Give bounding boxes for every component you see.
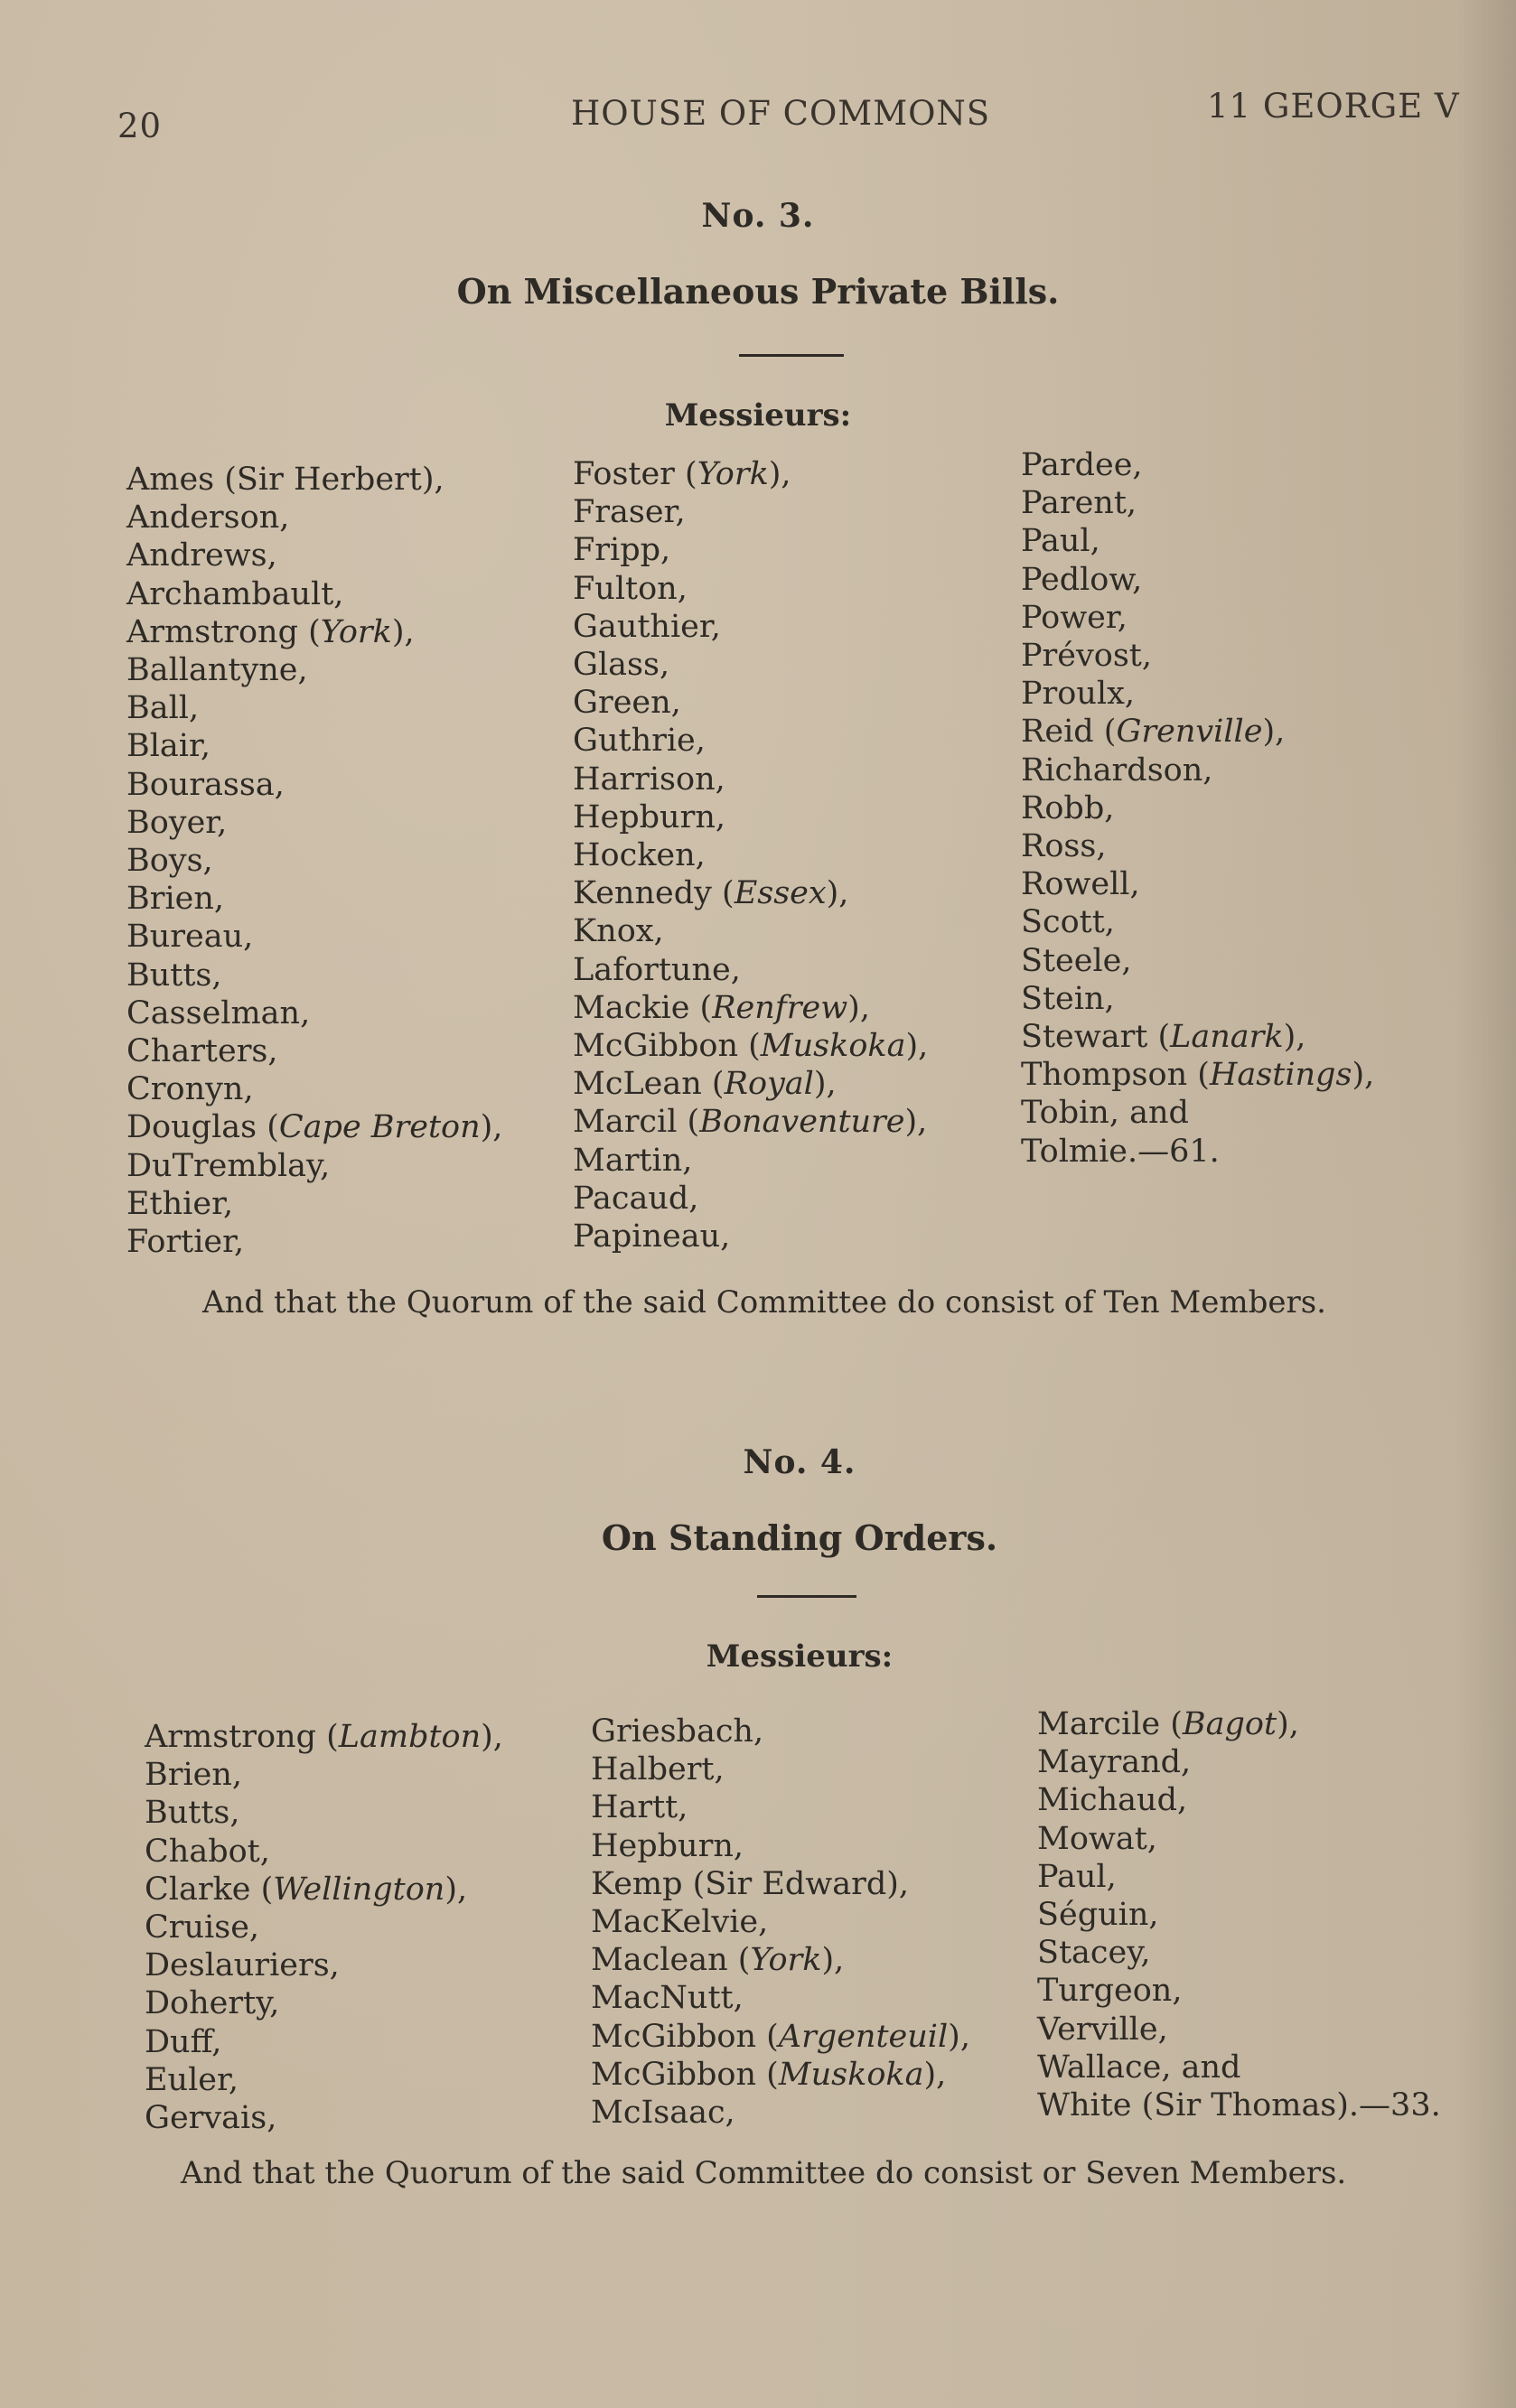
member-name: Thompson (Hastings), [1021, 1057, 1375, 1094]
member-name: Brien, [126, 881, 225, 918]
quorum-statement: And that the Quorum of the said Committee do consist of Ten Members. [202, 1284, 1326, 1321]
member-name: Tolmie.—61. [1021, 1133, 1220, 1170]
member-name: Bureau, [126, 919, 254, 956]
member-name: Armstrong (York), [126, 613, 415, 650]
member-name: White (Sir Thomas).—33. [1037, 2087, 1441, 2124]
member-name: McGibbon (Muskoka), [591, 2056, 947, 2093]
member-name: Turgeon, [1037, 1973, 1183, 2010]
member-name: Doherty, [145, 1985, 280, 2022]
member-name: DuTremblay, [126, 1147, 331, 1184]
member-name: Cruise, [145, 1909, 260, 1946]
member-name: Fraser, [573, 494, 686, 531]
member-name: Bourassa, [126, 766, 285, 803]
member-name: Mayrand, [1037, 1744, 1192, 1781]
member-name: Hepburn, [573, 798, 725, 835]
member-name: Pardee, [1021, 447, 1143, 483]
session-label: 11 GEORGE V [1207, 87, 1460, 126]
member-name: MacKelvie, [591, 1904, 769, 1941]
member-column-2 [591, 1713, 970, 2132]
member-name: Kemp (Sir Edward), [591, 1865, 910, 1902]
page-number: 20 [117, 107, 163, 145]
member-name: Verville, [1037, 2011, 1168, 2048]
member-name: Duff, [145, 2023, 222, 2060]
member-name: Blair, [126, 728, 211, 765]
member-name: Knox, [573, 913, 664, 950]
member-name: Marcile (Bagot), [1037, 1706, 1299, 1742]
member-name: Michaud, [1037, 1782, 1188, 1819]
member-name: Ethier, [126, 1185, 234, 1222]
member-name: Ross, [1021, 828, 1107, 865]
member-name: Paul, [1037, 1858, 1117, 1895]
member-column-1 [145, 1718, 503, 2137]
member-name: Proulx, [1021, 676, 1135, 713]
member-name: Paul, [1021, 523, 1100, 560]
member-name: Power, [1021, 599, 1128, 636]
member-name: Armstrong (Lambton), [145, 1719, 503, 1755]
member-name: Green, [573, 685, 681, 722]
quorum-statement: And that the Quorum of the said Committee do consist or Seven Members. [181, 2155, 1347, 2191]
member-name: Griesbach, [591, 1713, 764, 1750]
member-name: Charters, [126, 1033, 278, 1070]
member-name: Clarke (Wellington), [145, 1871, 468, 1908]
member-name: Steele, [1021, 942, 1132, 979]
member-name: Ball, [126, 690, 200, 727]
member-name: Stacey, [1037, 1935, 1151, 1972]
member-name: Pedlow, [1021, 561, 1143, 598]
member-name: Reid (Grenville), [1021, 714, 1286, 751]
member-name: Anderson, [126, 499, 290, 537]
member-name: Fortier, [126, 1224, 245, 1261]
member-name: Boys, [126, 843, 213, 880]
member-name: Guthrie, [573, 723, 706, 760]
member-name: Lafortune, [573, 951, 741, 988]
member-name: Hepburn, [591, 1827, 744, 1864]
member-name: Hocken, [573, 837, 706, 874]
member-column-1 [126, 461, 502, 1261]
member-name: Mackie (Renfrew), [573, 989, 870, 1026]
member-name: Hartt, [591, 1789, 688, 1826]
member-name: Tobin, and [1021, 1095, 1189, 1132]
member-name: Maclean (York), [591, 1942, 845, 1979]
divider-rule [757, 1595, 856, 1598]
messieurs-label: Messieurs: [664, 397, 852, 434]
member-name: Ballantyne, [126, 652, 308, 689]
member-name: Pacaud, [573, 1180, 699, 1217]
member-name: Robb, [1021, 789, 1115, 826]
running-title: HOUSE OF COMMONS [571, 94, 991, 133]
member-name: Kennedy (Essex), [573, 875, 849, 912]
member-name: McGibbon (Muskoka), [573, 1028, 929, 1065]
member-name: Fripp, [573, 532, 671, 569]
member-name: Chabot, [145, 1833, 270, 1870]
member-name: Prévost, [1021, 638, 1152, 675]
member-name: Andrews, [126, 537, 277, 574]
member-column-3 [1021, 446, 1374, 1171]
member-name: Rowell, [1021, 866, 1140, 903]
member-column-3 [1037, 1705, 1441, 2124]
member-name: McIsaac, [591, 2095, 735, 2132]
member-name: Butts, [126, 957, 222, 994]
member-name: Marcil (Bonaventure), [573, 1104, 928, 1141]
committee-title: On Miscellaneous Private Bills. [456, 271, 1060, 312]
member-name: Séguin, [1037, 1897, 1159, 1934]
member-name: McLean (Royal), [573, 1066, 837, 1103]
member-name: Mowat, [1037, 1820, 1157, 1857]
member-name: Cronyn, [126, 1071, 254, 1108]
member-name: Butts, [145, 1795, 240, 1832]
member-name: Wallace, and [1037, 2049, 1241, 2086]
member-name: Ames (Sir Herbert), [126, 462, 445, 498]
committee-title: On Standing Orders. [601, 1517, 998, 1558]
member-name: Boyer, [126, 804, 228, 841]
member-name: Martin, [573, 1142, 693, 1179]
member-name: Gervais, [145, 2100, 277, 2137]
member-name: Halbert, [591, 1751, 725, 1788]
messieurs-label: Messieurs: [706, 1638, 894, 1675]
member-name: Casselman, [126, 994, 311, 1031]
member-name: McGibbon (Argenteuil), [591, 2018, 970, 2055]
member-name: Brien, [145, 1757, 243, 1794]
member-name: Glass, [573, 647, 670, 684]
member-column-2 [573, 455, 928, 1255]
member-name: Papineau, [573, 1218, 731, 1255]
member-name: Scott, [1021, 904, 1115, 941]
member-name: Parent, [1021, 485, 1137, 522]
divider-rule [739, 354, 844, 357]
member-name: Harrison, [573, 761, 725, 798]
member-name: Deslauriers, [145, 1947, 340, 1984]
member-name: Stein, [1021, 980, 1115, 1017]
member-name: Fulton, [573, 570, 688, 607]
member-name: Foster (York), [573, 456, 791, 492]
committee-number: No. 4. [743, 1443, 856, 1481]
member-name: Euler, [145, 2061, 239, 2098]
member-name: Douglas (Cape Breton), [126, 1109, 503, 1146]
member-name: Gauthier, [573, 608, 721, 645]
committee-number: No. 3. [701, 197, 815, 235]
member-name: MacNutt, [591, 1980, 744, 2017]
member-name: Archambault, [126, 575, 344, 612]
member-name: Stewart (Lanark), [1021, 1019, 1306, 1056]
member-name: Richardson, [1021, 751, 1213, 789]
